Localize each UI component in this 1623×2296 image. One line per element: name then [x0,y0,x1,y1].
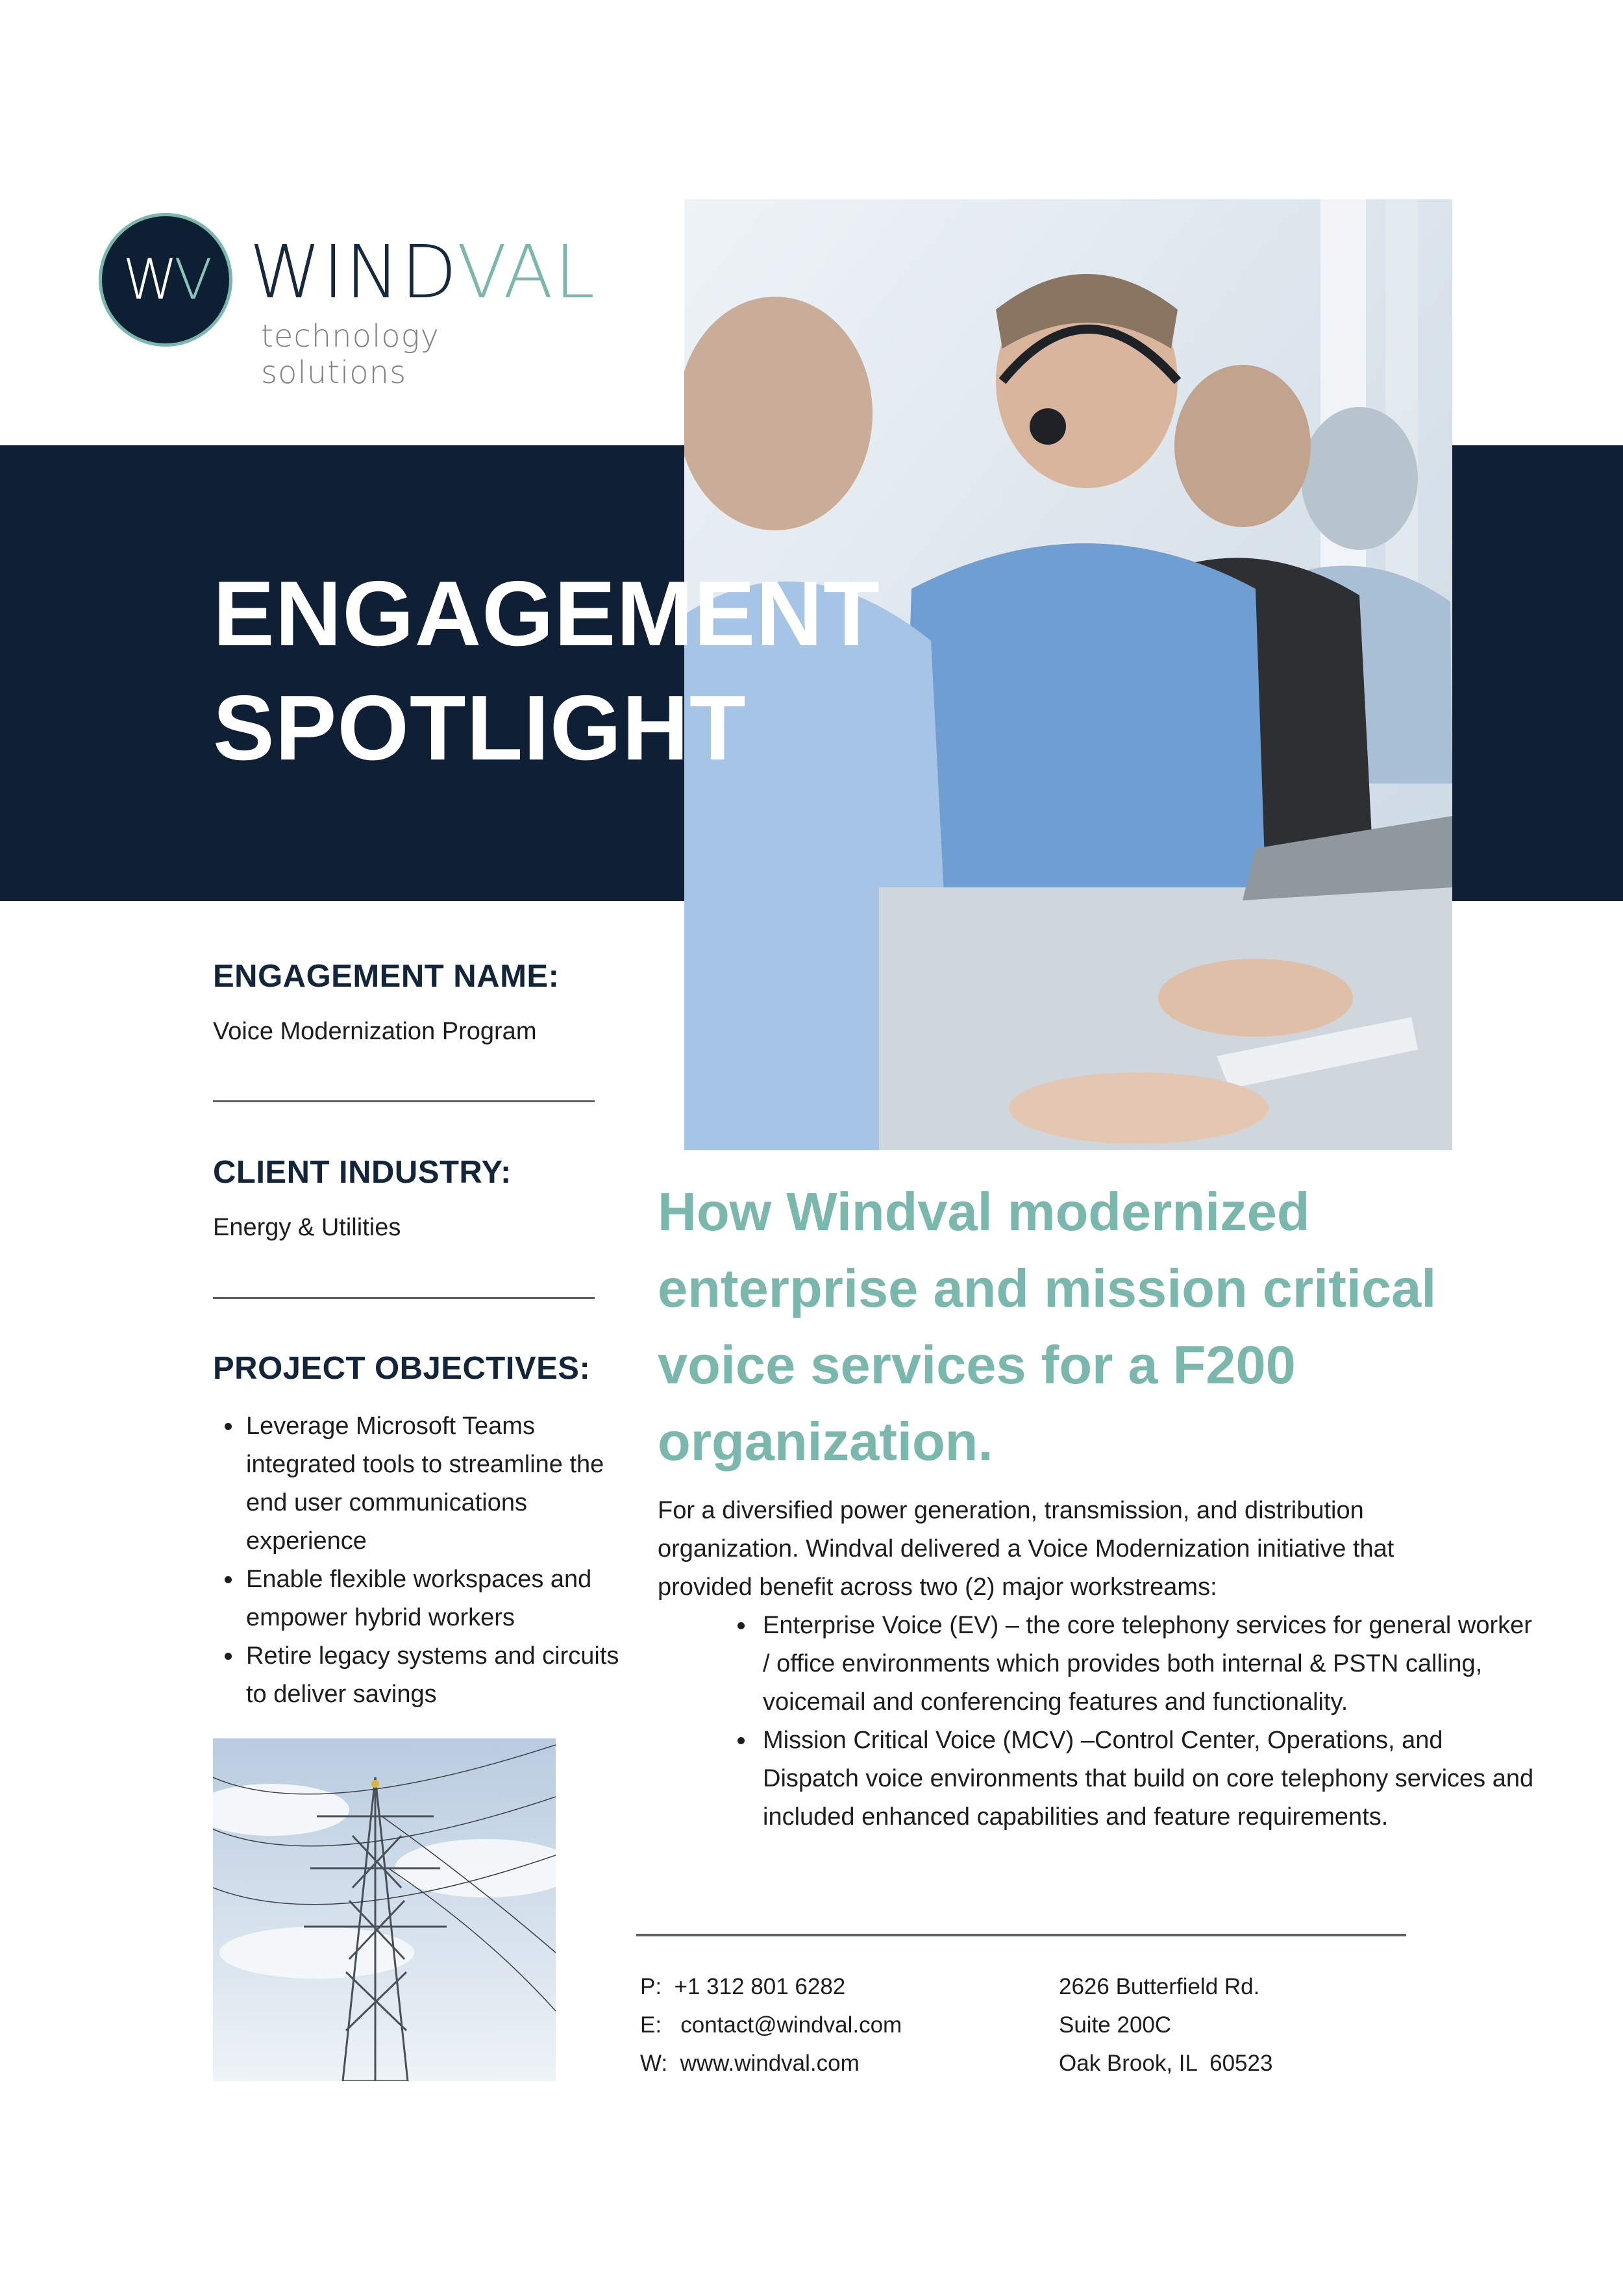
logo-wordmark [249,230,597,315]
address-line: Oak Brook, IL 60523 [1059,2051,1273,2076]
title-line-1: ENGAGEMENT [213,562,880,665]
address-line: Suite 200C [1059,2012,1172,2038]
workstreams-list [658,1607,1542,1836]
page-title [213,557,880,785]
engagement-name-value: Voice Modernization Program [213,1018,537,1045]
objective-item: • Enable flexible workspaces and empower hybrid workers [243,1561,633,1637]
objective-item: • Leverage Microsoft Teams integrated tools to streamline the end user communications experience [243,1407,633,1561]
hero-band-right [1452,445,1623,901]
engagement-name-heading: ENGAGEMENT NAME: [213,959,560,994]
transmission-tower-illustration [213,1738,556,2081]
intro-paragraph: For a diversified power generation, transmission, and distribution organization. Windval delivered a Voice Modernization initiative that provided benefit across two (2) major workstreams: [658,1497,1394,1601]
client-industry-heading: CLIENT INDUSTRY: [213,1155,512,1190]
divider [213,1100,595,1102]
logo-word-part2: VAL [456,230,597,315]
logo-word-part1: WIND [249,230,457,315]
footer-divider [636,1934,1406,1936]
logo-mark-v: V [174,247,208,312]
logo-mark-icon [99,213,232,347]
logo-mark-w: W [123,247,175,312]
workstream-item: • Enterprise Voice (EV) – the core telephony services for general worker / office environments which provides both internal & PSTN calling, voicemail and conferencing features and functionality. [756,1607,1542,1722]
contact-info [640,1968,902,2082]
headline: How Windval modernized enterprise and mission critical voice services for a F200 organization. [658,1181,1437,1472]
workstream-item: • Mission Critical Voice (MCV) –Control Center, Operations, and Dispatch voice environments that build on core telephony services and included enhanced capabilities and feature requirements. [756,1722,1542,1836]
objective-item: • Retire legacy systems and circuits to deliver savings [243,1637,633,1714]
address-block [1059,1968,1272,2082]
address-line: 2626 Butterfield Rd. [1059,1974,1260,1999]
divider [213,1297,595,1299]
email-link[interactable]: E: contact@windval.com [640,2012,902,2038]
logo-tagline: technology solutions [261,318,440,391]
website-link[interactable]: W: www.windval.com [640,2051,860,2076]
windval-logo [96,213,597,391]
objectives-list [213,1407,633,1714]
client-industry-value: Energy & Utilities [213,1214,401,1241]
phone-text: P: +1 312 801 6282 [640,1974,846,1999]
transmission-tower-photo [213,1738,556,2081]
project-objectives-heading: PROJECT OBJECTIVES: [213,1351,591,1386]
title-line-2: SPOTLIGHT [213,676,747,780]
